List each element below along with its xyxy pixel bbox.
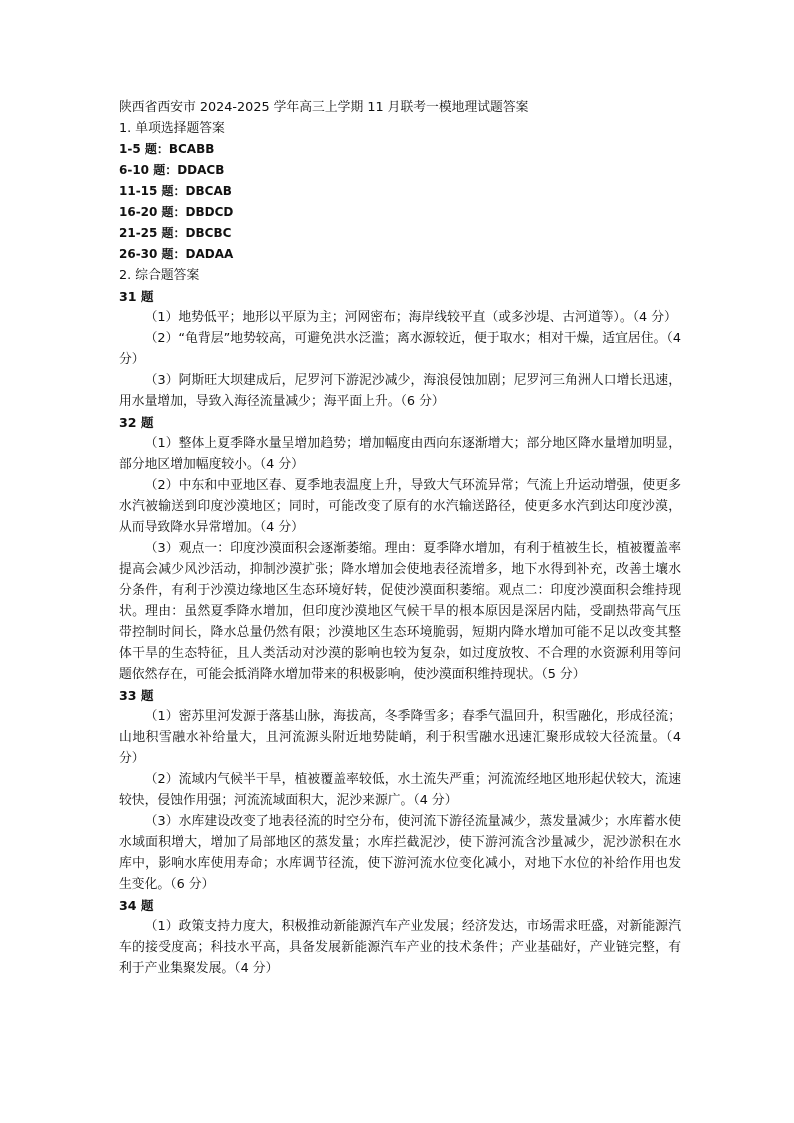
choice-answer-row: 1-5 题：BCABB <box>119 142 215 156</box>
question-34-label: 34 题 <box>119 898 154 913</box>
question-32-label: 32 题 <box>119 415 154 430</box>
q33-answer-2: （2）流域内气候半干旱，植被覆盖率较低，水土流失严重；河流流经地区地形起伏较大，流速较快，侵蚀作用强；河流流域面积大，泥沙来源广。（4 分） <box>119 772 681 808</box>
answer-document <box>119 97 681 979</box>
q32-answer-3: （3）观点一：印度沙漠面积会逐渐萎缩。理由：夏季降水增加，有利于植被生长，植被覆盖率提高会减少风沙活动，抑制沙漠扩张；降水增加会使地表径流增多，地下水得到补充，改善土壤水分条件，有利于沙漠边缘地区生态环境好转，促使沙漠面积萎缩。观点二：印度沙漠面积会维持现状。理由：虽然夏季降水增加，但印度沙漠地区气候干旱的根本原因是深居内陆，受副热带高气压带控制时间长，降水总量仍然有限；沙漠地区生态环境脆弱，短期内降水增加可能不足以改变其整体干旱的生态特征，且人类活动对沙漠的影响也较为复杂，如过度放牧、不合理的水资源利用等问题依然存在，可能会抵消降水增加带来的积极影响，使沙漠面积维持现状。（5 分） <box>119 541 681 682</box>
q31-answer-2: （2）“龟背层”地势较高，可避免洪水泛滥；离水源较近，便于取水；相对干燥，适宜居住。（4 分） <box>119 331 681 367</box>
q31-answer-3: （3）阿斯旺大坝建成后，尼罗河下游泥沙减少，海浪侵蚀加剧；尼罗河三角洲人口增长迅速，用水量增加，导致入海径流量减少；海平面上升。（6 分） <box>119 373 681 409</box>
question-33-label: 33 题 <box>119 688 154 703</box>
choice-answer-row: 16-20 题：DBDCD <box>119 205 234 219</box>
document-title: 陕西省西安市 2024-2025 学年高三上学期 11 月联考一模地理试题答案 <box>119 100 529 115</box>
q33-answer-3: （3）水库建设改变了地表径流的时空分布，使河流下游径流量减少，蒸发量减少；水库蓄水使水域面积增大，增加了局部地区的蒸发量；水库拦截泥沙，使下游河流含沙量减少，泥沙淤积在水库中，影响水库使用寿命；水库调节径流，使下游河流水位变化减小，对地下水位的补给作用也发生变化。（6 分） <box>119 814 681 892</box>
section-heading-choice: 1. 单项选择题答案 <box>119 121 225 136</box>
section-heading-comprehensive: 2. 综合题答案 <box>119 268 200 283</box>
q31-answer-1: （1）地势低平；地形以平原为主；河网密布；海岸线较平直（或多沙堤、古河道等）。（4 分） <box>144 310 677 325</box>
choice-answer-row: 6-10 题：DDACB <box>119 163 225 177</box>
choice-answer-row: 11-15 题：DBCAB <box>119 184 232 198</box>
q32-answer-1: （1）整体上夏季降水量呈增加趋势；增加幅度由西向东逐渐增大；部分地区降水量增加明显，部分地区增加幅度较小。（4 分） <box>119 436 681 472</box>
question-31-label: 31 题 <box>119 289 154 304</box>
q32-answer-2: （2）中东和中亚地区春、夏季地表温度上升，导致大气环流异常；气流上升运动增强，使更多水汽被输送到印度沙漠地区；同时，可能改变了原有的水汽输送路径，使更多水汽到达印度沙漠，从而导致降水异常增加。（4 分） <box>119 478 681 535</box>
q34-answer-1: （1）政策支持力度大，积极推动新能源汽车产业发展；经济发达，市场需求旺盛，对新能源汽车的接受度高；科技水平高，具备发展新能源汽车产业的技术条件；产业基础好，产业链完整，有利于产业集聚发展。（4 分） <box>119 919 681 976</box>
q33-answer-1: （1）密苏里河发源于落基山脉，海拔高，冬季降雪多；春季气温回升，积雪融化，形成径流；山地积雪融水补给量大，且河流源头附近地势陡峭，利于积雪融水迅速汇聚形成较大径流量。（4 分） <box>119 709 681 766</box>
choice-answer-row: 21-25 题：DBCBC <box>119 226 232 240</box>
choice-answer-row: 26-30 题：DADAA <box>119 247 234 261</box>
